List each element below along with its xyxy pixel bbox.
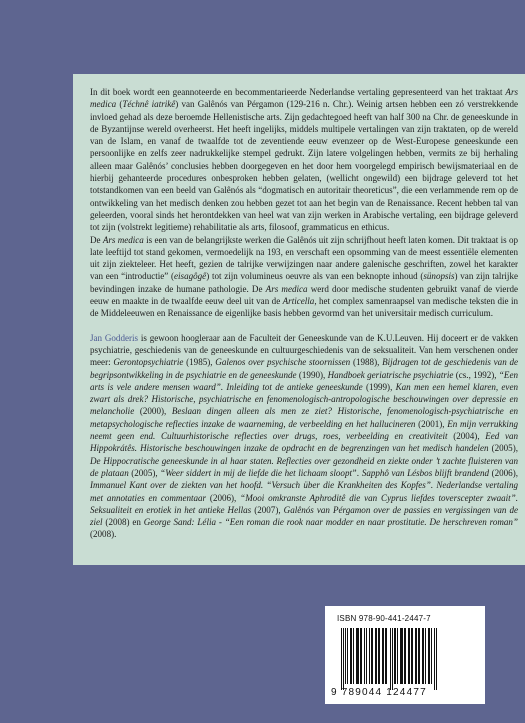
italic-text-run: eisagôgê xyxy=(174,271,207,282)
back-cover-text-panel xyxy=(73,74,525,565)
italic-text-run: Handboek geriatrische psychiatrie xyxy=(327,369,454,380)
italic-text-run: “Mooi omkranste Aphroditê die van Cyprus liefdes toverscepter zwaait”. Seksualiteit en erotiek in het antieke Hellas xyxy=(90,492,518,515)
barcode-bar xyxy=(400,628,403,684)
paragraph-gap xyxy=(90,320,518,332)
barcode-bar xyxy=(371,628,373,684)
text-run: ( xyxy=(116,99,123,110)
barcode-bar xyxy=(345,628,346,684)
barcode-bar xyxy=(360,628,362,684)
text-run: (cs., 1992), xyxy=(453,369,499,380)
barcode-bar xyxy=(431,628,432,684)
italic-text-run: sünopsis xyxy=(423,271,455,282)
italic-text-run: Immanuel Kant over de ziekten van het hoofd. “Versuch über die Krankheiten des Kopfes”. Nederlandse vertaling met annotaties en commentaar xyxy=(90,480,518,503)
italic-text-run: “Een arts is vele andere mensen waard”. Inleiding tot de antieke geneeskunde xyxy=(90,369,518,392)
barcode-bar xyxy=(366,628,367,684)
italic-text-run: Eed van Hippokrátês. Historische beschouwingen inzake de opdracht en de begrenzingen van het medisch handelen xyxy=(90,431,519,454)
barcode-bar xyxy=(350,628,352,684)
author-name: Jan Godderis xyxy=(90,332,139,343)
barcode-bar xyxy=(369,628,370,684)
barcode-bar xyxy=(382,628,384,684)
barcode-bar xyxy=(404,628,406,684)
italic-text-run: Ars medica xyxy=(90,87,518,110)
italic-text-run: Gerontopsychiatrie xyxy=(113,357,184,368)
barcode-bar xyxy=(397,628,398,684)
text-run: is een van de belangrijkste werken die Galênós uit zijn schrijfhout heeft laten komen. Dit traktaat is op late leeftijd tot stand gekomen, vermoedelijk na 193, en verschaft een opsomming van de meest essentiële elementen uit zijn ziekteleer. Het heeft, gezien de talrijke verwijzingen naar andere galenische geschriften, zowel het karakter van een “introductie” ( xyxy=(90,234,518,282)
barcode-bar xyxy=(436,628,437,690)
barcode-bar xyxy=(394,628,396,684)
italic-text-run: Téchnê iatrikê xyxy=(122,99,176,110)
barcode-label xyxy=(325,606,485,704)
author-bio xyxy=(90,332,518,541)
text-run: (1985), xyxy=(183,357,216,368)
text-run: , het complex samenraapsel van medische teksten die in de Middeleeuwen en Renaissance de eigenlijke basis hebben gevormd van het universitair medisch curriculum. xyxy=(90,296,518,319)
summary-paragraph-2 xyxy=(90,234,518,320)
text-run: (2001), xyxy=(415,418,448,429)
italic-text-run: Galênós van Pérgamon over de passies en vergissingen van de ziel xyxy=(90,504,518,528)
text-run: (2008). xyxy=(90,529,117,540)
italic-text-run: Beslaan dingen alleen als men ze ziet? Historische, fenomenologisch-psychiatrische en metapsychologische reflecties inzake de waarneming, de verbeelding en het hallucineren xyxy=(90,406,518,429)
text-run: (2000), xyxy=(134,406,172,417)
back-cover-text xyxy=(90,86,518,541)
barcode-bar xyxy=(347,628,348,684)
text-run: (2005), xyxy=(488,443,518,454)
text-run: (2006), xyxy=(206,492,241,503)
italic-text-run: De Hippocratische geneeskunde in al haar staten. Reflecties over gezondheid en ziekte onder ’t zachte fluisteren van de plataan xyxy=(90,455,518,478)
barcode-bar xyxy=(385,628,387,684)
italic-text-run: Articella xyxy=(282,296,315,307)
barcode-bar xyxy=(408,628,410,684)
text-run: ) van Galênós van Pérgamon (129-216 n. Chr.). Weinig artsen hebben een zó verstrekkende invloed gehad als deze beroemde Hellenistische arts. Zijn gedachtegoed heeft van half 300 na Chr. de geneeskunde in de Byzantijnse wereld overheerst. Het heeft ingelijks, middels multipele vertalingen van zijn traktaten, op de wereld van de Islam, en vanaf de twaalfde tot de zeventiende eeuw evenzeer op de West-Europese geneeskunde een persoonlijke en zelfs zeer nadrukkelijke stempel gedrukt. Zijn latere volgelingen hebben, vermits ze bij herhaling alleen maar Galênós’ conclusies hebben doorgegeven en het door hem voorgelegd empirisch bewijsmateriaal en de hierbij gehanteerde procedures onbesproken hebben gelaten, (wellicht ongewild) een bijdrage geleverd tot het totstandkomen van een beeld van Galênós als “dogmatisch en autoritair theoreticus”, die een verlammende rem op de ontwikkeling van het medisch denken zou hebben gezet tot aan het begin van de Renaissance. Recent hebben tal van geleerden, vooral sinds het herontdekken van heel wat van zijn werken in Arabische vertaling, een bijdrage geleverd tot zijn (volstrekt legitieme) rehabilitatie als arts, filosoof, grammaticus en ethicus. xyxy=(90,99,518,233)
barcode-bars xyxy=(341,628,469,690)
barcode-bar xyxy=(390,628,391,690)
text-run: (2008) en xyxy=(102,517,144,528)
author-bio-text xyxy=(90,333,518,540)
summary-paragraph-1 xyxy=(90,86,518,234)
barcode-bar xyxy=(364,628,365,684)
barcode-bar xyxy=(434,628,435,690)
text-run: (2007), xyxy=(251,504,284,515)
italic-text-run: George Sand: Lélia - “Een roman die rook naar modder en naar prostitutie. De herschreven roman” xyxy=(143,517,518,528)
italic-text-run: Ars medica xyxy=(102,234,144,245)
text-run: werd door medische studenten gebruikt vanaf de vierde eeuw en maakte in de twaalfde eeuw deel uit van de xyxy=(90,283,518,307)
text-run: (2004), xyxy=(447,431,486,442)
barcode-bar xyxy=(343,628,344,690)
barcode-bar xyxy=(353,628,354,684)
text-run: (1990), xyxy=(296,369,328,380)
barcode-bar xyxy=(415,628,417,684)
barcode-bar xyxy=(341,628,342,690)
text-run: (1988), xyxy=(350,357,383,368)
text-run: ) tot zijn volumineus oeuvre als van een beknopte inhoud ( xyxy=(206,271,424,282)
italic-text-run: Bijdragen tot de geschiedenis van de begripsontwikkeling in de psychiatrie en de geneeskunde xyxy=(90,357,519,380)
barcode-bar xyxy=(392,628,393,690)
italic-text-run: “Weer siddert in mij de liefde die het lichaam slooptˮ. Sapphô van Lésbos blijft brandend xyxy=(160,467,490,478)
text-run: is gewoon hoogleraar aan de Faculteit der Geneeskunde van de K.U.Leuven. Hij doceert er de vakken psychiatrie, geschiedenis van de geneeskunde en cultuurgeschiedenis van de seksualiteit. Van hem verschenen onder meer: xyxy=(90,332,518,368)
text-run: (2005), xyxy=(128,467,161,478)
italic-text-run: En mijn verrukking neemt geen end. Cultuurhistorische reflecties over drugs, roes, verbeelding en creativiteit xyxy=(90,418,518,442)
barcode-bar xyxy=(375,628,377,684)
barcode-bar xyxy=(425,628,426,684)
ean-digits: 9 789044 124477 xyxy=(331,687,427,698)
text-run: De xyxy=(90,234,103,245)
barcode-bar xyxy=(428,628,430,684)
italic-text-run: Galenos over psychische stoornissen xyxy=(215,357,351,368)
isbn-text: ISBN 978-90-441-2447-7 xyxy=(337,614,431,623)
text-run: In dit boek wordt een geannoteerde en becommentarieerde Nederlandse vertaling gepresenteerd van het traktaat xyxy=(90,87,506,97)
text-run: (2006), xyxy=(489,467,518,478)
barcode-bar xyxy=(411,628,413,684)
italic-text-run: Kan men een hemel klaren, even zwart als drek? Historische, psychiatrische en fenomenologisch-antropologische beschouwingen over depressie en melancholie xyxy=(90,381,518,417)
text-run: ) van zijn talrijke bevindingen inzake de humane pathologie. De xyxy=(90,271,518,294)
barcode-bar xyxy=(356,628,359,684)
barcode-bar xyxy=(378,628,380,684)
text-run: (1999), xyxy=(362,381,396,392)
italic-text-run: Ars medica xyxy=(265,283,308,294)
barcode-bar xyxy=(422,628,424,684)
barcode-bar xyxy=(418,628,420,684)
